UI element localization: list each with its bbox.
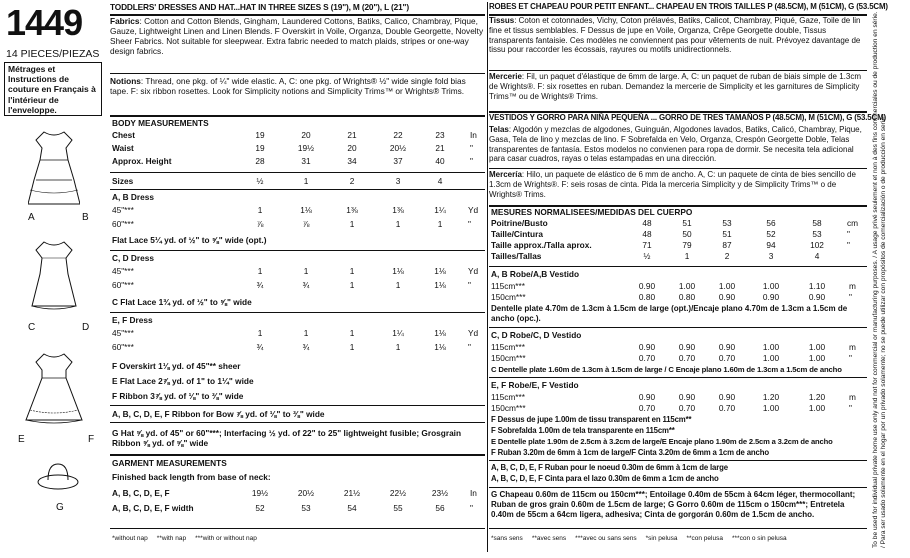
row-label: 60"***	[112, 219, 134, 229]
cell: 0.90	[718, 342, 736, 352]
row-label: 45"***	[112, 205, 134, 215]
ab-note: Flat Lace 5¼ yd. of ½" to ⅝" wide (opt.)	[112, 235, 267, 245]
cell: 0.90	[638, 392, 656, 402]
spanish-footnote: *sans sens **avec sens ***avec ou sans sens *sin pelusa **con pelusa ***con o sin pelusa	[491, 535, 787, 542]
french-title: ROBES ET CHAPEAU POUR PETIT ENFANT... CHAPEAU EN TROIS TAILLES P (48.5CM), M (51CM), G (53.5CM)	[489, 2, 888, 11]
cell: 1	[303, 328, 309, 338]
divider	[489, 528, 867, 529]
divider	[110, 250, 485, 251]
cell: 1	[303, 266, 309, 276]
cell: 22	[393, 130, 403, 140]
cell: 19½	[251, 488, 269, 498]
divider	[489, 377, 867, 378]
cell: 0.90	[638, 342, 656, 352]
cell: 1	[257, 205, 263, 215]
ef-note: F Ribbon 3⅞ yd. of ⅛" to ⅜" wide	[112, 391, 244, 401]
cell: ¾	[302, 342, 310, 352]
notions-paragraph	[110, 76, 485, 96]
table-row	[489, 392, 867, 403]
row-label: 60"***	[112, 280, 134, 290]
merceria-text: : Hilo, un paquete de elástico de 6 mm de ancho. A, C: un paquete de cinta de bies sencillo de 1.3cm de Wrights®. F: seis rosas de cinta. Pida la merceria Simplicity y de Simplicity Trims™ o de Wrights® Trims.	[489, 170, 856, 199]
left-column	[0, 0, 108, 558]
cd-note: C Flat Lace 1¾ yd. of ½" to ⅝" wide	[112, 297, 252, 307]
cell: 0.90	[638, 281, 656, 291]
table-row	[110, 143, 485, 154]
cell: ¾	[256, 280, 264, 290]
body-measurements-table	[110, 130, 485, 170]
cell: 23½	[431, 488, 449, 498]
divider	[110, 528, 485, 529]
cell: 1.00	[762, 281, 780, 291]
english-title: TODDLERS' DRESSES AND HAT...HAT IN THREE SIZES S (19"), M (20"), L (21")	[110, 2, 409, 12]
pattern-number: 1449	[6, 2, 83, 43]
all-note-fr: A, B, C, D, E, F Ruban pour le noeud 0.30m de 6mm à 1cm de large	[491, 463, 728, 472]
column-divider	[487, 2, 488, 552]
cell: 48	[642, 229, 652, 239]
figure-label-b: B	[82, 212, 89, 223]
cell: 21	[435, 143, 445, 153]
cell: 1.00	[808, 353, 826, 363]
english-footnote: *without nap **with nap ***with or without nap	[112, 535, 257, 542]
unit: Yd	[468, 205, 479, 215]
cell: 1.10	[808, 281, 826, 291]
usage-note-text: To be used for individual private home use only and not for commercial or manufacturing purposes. / A usage privé seulement et non à des fins commerciales ou de production en série. / Para ser usado solamente en el hogar por un privado solamente; no se puede utilizar con propósitos de comercialización o de producción en serie.	[872, 11, 887, 548]
cell: 1.00	[762, 403, 780, 413]
ef-title-fr-es: E, F Robe/E, F Vestido	[491, 380, 579, 390]
row-label: 45"***	[112, 266, 134, 276]
unit: cm	[847, 218, 859, 228]
divider	[110, 189, 485, 190]
row-label: A, B, C, D, E, F	[112, 488, 170, 498]
cell: 1.00	[808, 403, 826, 413]
unit: "	[468, 342, 471, 352]
table-row	[110, 130, 485, 141]
cell: 1¼	[392, 328, 404, 338]
row-label: Tailles/Tallas	[491, 251, 542, 261]
cell: 0.70	[638, 353, 656, 363]
cell: 20	[347, 143, 357, 153]
mercerie-paragraph	[489, 72, 865, 101]
tissus-text: : Coton et cotonnades, Vichy, Coton prélavés, Batiks, Calicot, Chambray, Piqué, Gaze, Toile de lin fine et tissus semblables. F Dessus de jupe en Voile, Organza, Crêpe Georgette double, Tissus transparents fantaisie. Ces modèles ne conviennent pas pour vêtements de nuit. Prévoyez davantage de tissu pour raccorder les écossais, rayures ou motifs unidirectionnels.	[489, 16, 861, 55]
cell: 22½	[389, 488, 407, 498]
cell: 52	[255, 503, 265, 513]
hat-text: G Hat ⅝ yd. of 45" or 60"***; Interfacing ½ yd. of 22" to 25" lightweight fusible; Grosgrain Ribbon ⅝ yd. of ⅝" wide	[112, 428, 462, 449]
cell: 1.00	[678, 281, 696, 291]
divider	[489, 487, 867, 488]
ef-note-fr-es: F Dessus de jupe 1.00m de tissu transparent en 115cm**	[491, 415, 692, 424]
cell: 20	[301, 130, 311, 140]
notions-text: : Thread, one pkg. of ¼" wide elastic. A, C: one pkg. of Wrights® ½" wide single fold bias tape. F: six ribbon rosettes. Look for Simplicity notions and Simplicity Trims™ or Wrights® Trims.	[110, 76, 466, 97]
row-label: Taille approx./Talla aprox.	[491, 240, 592, 250]
row-label: Waist	[112, 143, 134, 153]
cell: 19	[255, 130, 265, 140]
unit: "	[849, 353, 852, 363]
divider	[489, 168, 867, 169]
dress-ab-illustration	[28, 126, 80, 208]
cell: 1.00	[762, 353, 780, 363]
notions-label: Notions	[110, 76, 141, 86]
sizes-row	[110, 176, 485, 187]
row-label: 150cm***	[491, 292, 526, 302]
cell: 94	[766, 240, 776, 250]
divider	[110, 422, 485, 423]
row-label: Poitrine/Busto	[491, 218, 548, 228]
telas-label: Telas	[489, 125, 509, 134]
unit: In	[470, 130, 477, 140]
hat-text-fr-es: G Chapeau 0.60m de 115cm ou 150cm***; Entoilage 0.40m de 55cm à 64cm léger, thermocollant; Ruban de gros grain 0.60m de 1.5cm de large; G Gorro 0.60m de 115cm o 150cm***; Entretela 0.40m de 55cm a 64cm ligera, adhesiva; Cinta de gorgorán 0.60m de 1.5cm de ancho.	[491, 490, 856, 519]
unit: "	[468, 219, 471, 229]
row-label: Taille/Cintura	[491, 229, 543, 239]
divider	[110, 73, 485, 74]
unit: "	[470, 503, 473, 513]
unit: Yd	[468, 328, 479, 338]
unit: "	[470, 143, 473, 153]
divider	[110, 405, 485, 406]
table-row	[489, 218, 867, 229]
table-row	[110, 503, 485, 514]
cd-title-fr-es: C, D Robe/C, D Vestido	[491, 330, 582, 340]
size-cell: 4	[437, 176, 443, 186]
tissus-paragraph	[489, 16, 865, 55]
cell: 52	[766, 229, 776, 239]
cell: 0.80	[678, 292, 696, 302]
cell: 51	[722, 229, 732, 239]
cell: ¾	[302, 280, 310, 290]
cell: 1⅛	[300, 205, 312, 215]
cell: 87	[722, 240, 732, 250]
cell: 1	[257, 266, 263, 276]
cell: 0.90	[678, 342, 696, 352]
hat-g-illustration	[36, 460, 80, 496]
cell: 1	[437, 219, 443, 229]
cell: 56	[766, 218, 776, 228]
cell: 1	[349, 328, 355, 338]
size-cell: 1	[303, 176, 309, 186]
cell: 1⅛	[434, 342, 446, 352]
all-note-es: A, B, C, D, E, F Cinta para el lazo 0.30m de 6mm a 1cm de ancho	[491, 474, 719, 483]
french-note: Métrages et Instructions de couture en Français à l'intérieur de l'enveloppe.	[8, 64, 96, 115]
cell: 1.00	[762, 342, 780, 352]
ef-note-fr-es: E Dentelle plate 1.90m de 2.5cm à 3.2cm de large/E Encaje plano 1.90m de 2.5cm a 3.2cm de ancho	[491, 437, 833, 446]
tissus-label: Tissus	[489, 16, 515, 25]
english-column	[110, 0, 485, 558]
divider	[110, 454, 485, 456]
figure-label-a: A	[28, 212, 35, 223]
cell: 0.90	[762, 292, 780, 302]
cell: 53	[301, 503, 311, 513]
row-label: 60"***	[112, 342, 134, 352]
row-label: 150cm***	[491, 403, 526, 413]
cell: 1	[349, 219, 355, 229]
cell: 1	[684, 251, 690, 261]
spanish-title: VESTIDOS Y GORRO PARA NIÑA PEQUEÑA ... GORRO DE TRES TAMAÑOS P (48.5CM), M (51CM), G (53.5CM)	[489, 113, 886, 122]
cell: 1	[395, 280, 401, 290]
fabrics-text: : Cotton and Cotton Blends, Gingham, Laundered Cottons, Batiks, Calico, Chambray, Pique, Gauze, Lightweight Linen and Linen Blends. F Overskirt in Voile, Organza, Double Georgette, Novelty Sheer Fabrics. Not suitable for sleepwear. Extra fabric needed to match plaids, stripes or one-way design fabrics.	[110, 16, 484, 57]
cell: 0.70	[718, 353, 736, 363]
unit: In	[470, 488, 477, 498]
row-label: 115cm***	[491, 342, 525, 352]
cell: 56	[435, 503, 445, 513]
cell: 0.70	[678, 353, 696, 363]
cell: 48	[642, 218, 652, 228]
mercerie-text: : Fil, un paquet d'élastique de 6mm de large. A, C: un paquet de ruban de biais simple de 1.3cm de Wrights®. F: six rosettes en ruban. Demandez la mercerie de Simplicity et les garnitures de Simplicity Trims™ ou de Wrights® Trims.	[489, 72, 861, 101]
vertical-usage-note	[870, 0, 910, 558]
cell: 1⅜	[392, 205, 404, 215]
unit: "	[468, 280, 471, 290]
cell: 1.20	[762, 392, 780, 402]
mesures-table	[489, 218, 867, 264]
cell: 19½	[297, 143, 315, 153]
unit: m	[849, 342, 856, 352]
cell: 23	[435, 130, 445, 140]
table-row	[489, 292, 867, 303]
figure-label-g: G	[56, 502, 64, 513]
telas-text: : Algodón y mezclas de algodones, Guinguán, Algodones lavados, Batiks, Calicó, Chambray, Pique, Gasa, Tela de lino y mezclas de lino. F Sobrefalda en Velo, Organza, Crespón Georgette Doble, Telas transparentes de fantasía. Estos modelos no convienen para ropa de dormir. Se necesita tela adicional para casar cuadros, rayas o telas estampadas en una dirección.	[489, 125, 862, 164]
ef-note-fr-es: F Sobrefalda 1.00m de tela transparente en 115cm**	[491, 426, 675, 435]
cell: 0.90	[718, 392, 736, 402]
divider	[110, 115, 485, 117]
unit: "	[849, 292, 852, 302]
cell: 1⅛	[434, 280, 446, 290]
table-row	[110, 280, 485, 291]
cell: 37	[393, 156, 403, 166]
cell: 2	[724, 251, 730, 261]
merceria-label: Mercería	[489, 170, 522, 179]
unit: m	[849, 281, 856, 291]
size-cell: 2	[349, 176, 355, 186]
ef-note: F Overskirt 1⅛ yd. of 45"** sheer	[112, 361, 241, 371]
divider	[489, 327, 867, 328]
row-label: 115cm***	[491, 392, 525, 402]
table-row	[489, 240, 867, 251]
cell: 1⅜	[346, 205, 358, 215]
figure-label-f: F	[88, 434, 95, 445]
sizes-label: Sizes	[112, 176, 134, 186]
finished-back-length: Finished back length from base of neck:	[112, 472, 271, 482]
divider	[489, 70, 867, 71]
cell: 53	[722, 218, 732, 228]
cell: 71	[642, 240, 652, 250]
cell: 0.90	[718, 292, 736, 302]
cell: 79	[682, 240, 692, 250]
telas-paragraph	[489, 125, 865, 164]
cell: 1¼	[434, 205, 446, 215]
row-label: Approx. Height	[112, 156, 172, 166]
cell: 20½	[389, 143, 407, 153]
cell: 40	[435, 156, 445, 166]
size-cell: 3	[395, 176, 401, 186]
cell: 0.70	[718, 403, 736, 413]
ab-title: A, B Dress	[112, 192, 154, 202]
cell: 0.80	[638, 292, 656, 302]
cell: 1	[349, 280, 355, 290]
table-row	[489, 251, 867, 262]
cell: 102	[810, 240, 824, 250]
cell: 54	[347, 503, 357, 513]
figure-label-c: C	[28, 322, 36, 333]
size-cell: ½	[256, 176, 264, 186]
unit: "	[847, 229, 850, 239]
merceria-paragraph	[489, 170, 865, 199]
cell: 0.70	[638, 403, 656, 413]
table-row	[489, 403, 867, 414]
ef-title: E, F Dress	[112, 315, 153, 325]
cell: 55	[393, 503, 403, 513]
cell: 31	[301, 156, 311, 166]
cell: 0.90	[678, 392, 696, 402]
row-label: A, B, C, D, E, F width	[112, 503, 194, 513]
unit: "	[847, 240, 850, 250]
cell: 4	[814, 251, 820, 261]
cell: 1⅛	[434, 328, 446, 338]
cell: 28	[255, 156, 265, 166]
cell: 3	[768, 251, 774, 261]
table-row	[489, 281, 867, 292]
cell: 1	[395, 342, 401, 352]
mesures-title: MESURES NORMALISEES/MEDIDAS DEL CUERPO	[491, 207, 693, 217]
unit: m	[849, 392, 856, 402]
cell: 21	[347, 130, 357, 140]
row-label: 150cm***	[491, 353, 526, 363]
cell: 51	[682, 218, 692, 228]
ef-note-fr-es: F Ruban 3.20m de 6mm à 1cm de large/F Cinta 3.20m de 6mm a 1cm de ancho	[491, 448, 769, 457]
cell: 21½	[343, 488, 361, 498]
cell: 1.00	[808, 342, 826, 352]
cell: 50	[682, 229, 692, 239]
table-row	[110, 342, 485, 353]
cell: 1	[395, 219, 401, 229]
table-row	[110, 205, 485, 216]
dress-ef-illustration	[22, 348, 86, 430]
cell: 58	[812, 218, 822, 228]
cd-note-fr-es: C Dentelle plate 1.60m de 1.3cm à 1.5cm de large / C Encaje plano 1.60m de 1.3cm a 1.5cm de ancho	[491, 365, 842, 374]
cell: 1⅛	[434, 266, 446, 276]
divider	[489, 460, 867, 461]
cell: ⅞	[256, 219, 264, 229]
table-row	[110, 488, 485, 499]
cell: 0.70	[678, 403, 696, 413]
table-row	[110, 219, 485, 230]
cell: 1	[349, 342, 355, 352]
cell: ¾	[256, 342, 264, 352]
dress-cd-illustration	[28, 236, 80, 314]
divider	[110, 312, 485, 313]
mercerie-label: Mercerie	[489, 72, 522, 81]
cell: 53	[812, 229, 822, 239]
table-row	[489, 229, 867, 240]
unit: Yd	[468, 266, 479, 276]
unit: "	[470, 156, 473, 166]
row-label: 115cm***	[491, 281, 525, 291]
row-label: 45"***	[112, 328, 134, 338]
cell: 1⅛	[392, 266, 404, 276]
cell: 1	[257, 328, 263, 338]
cell: ½	[643, 251, 651, 261]
unit: "	[849, 403, 852, 413]
ef-note: E Flat Lace 2⅞ yd. of 1" to 1¼" wide	[112, 376, 254, 386]
ab-note-fr-es: Dentelle plate 4.70m de 1.3cm à 1.5cm de large (opt.)/Encaje plano 4.70m de 1.3cm a 1.5cm de ancho (opc.).	[491, 304, 848, 323]
table-row	[110, 328, 485, 339]
row-label: Chest	[112, 130, 136, 140]
cell: 0.90	[808, 292, 826, 302]
table-row	[489, 353, 867, 364]
cell: ⅞	[302, 219, 310, 229]
cd-title: C, D Dress	[112, 253, 154, 263]
table-row	[110, 156, 485, 167]
cell: 1.20	[808, 392, 826, 402]
figure-label-d: D	[82, 322, 90, 333]
cell: 20½	[297, 488, 315, 498]
divider	[489, 266, 867, 267]
cell: 19	[255, 143, 265, 153]
all-ribbon-note: A, B, C, D, E, F Ribbon for Bow ⅞ yd. of ⅛" to ⅜" wide	[112, 409, 325, 419]
ab-title-fr-es: A, B Robe/A,B Vestido	[491, 269, 580, 279]
divider	[110, 172, 485, 173]
table-row	[489, 342, 867, 353]
figure-label-e: E	[18, 434, 25, 445]
table-row	[110, 266, 485, 277]
fabrics-label: Fabrics	[110, 16, 140, 26]
garment-title: GARMENT MEASUREMENTS	[112, 458, 227, 468]
cell: 34	[347, 156, 357, 166]
cell: 1	[349, 266, 355, 276]
body-measurements-title: BODY MEASUREMENTS	[112, 118, 209, 128]
fabrics-paragraph	[110, 16, 485, 56]
pieces-count: 14 PIECES/PIEZAS	[6, 48, 100, 60]
cell: 1.00	[718, 281, 736, 291]
